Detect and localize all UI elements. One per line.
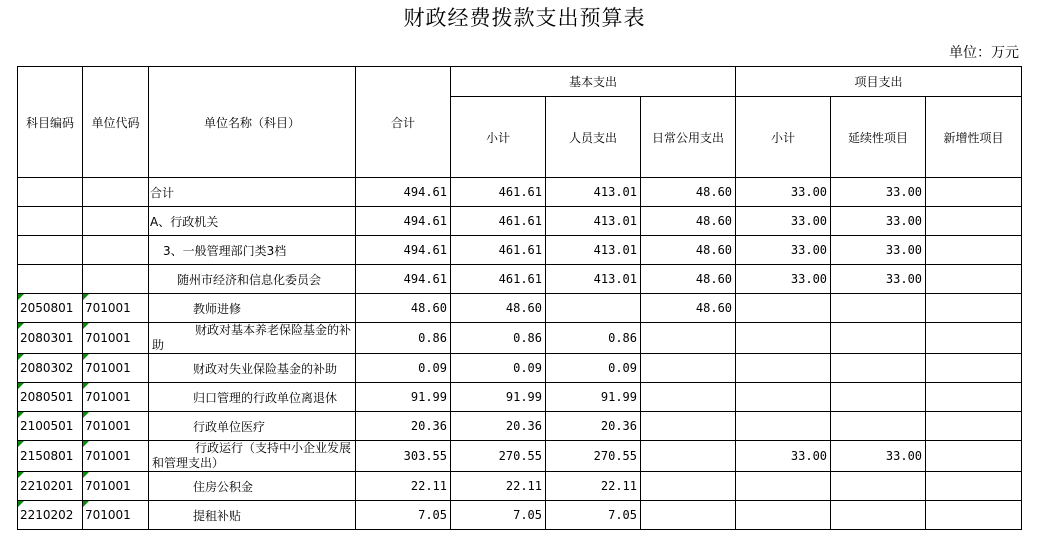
total-cell: 0.86 xyxy=(356,323,451,354)
daily-cell xyxy=(641,441,736,472)
daily-cell: 48.60 xyxy=(641,207,736,236)
unit-code-cell: 701001 xyxy=(83,501,149,530)
header-subject-code: 科目编码 xyxy=(18,67,83,178)
new-items-cell xyxy=(926,178,1022,207)
total-cell: 91.99 xyxy=(356,383,451,412)
new-items-cell xyxy=(926,294,1022,323)
subject-code-cell: 2080501 xyxy=(18,383,83,412)
table-row xyxy=(18,501,1022,530)
basic-subtotal-cell: 20.36 xyxy=(451,412,546,441)
unit-name-cell: 住房公积金 xyxy=(149,472,356,501)
total-cell: 0.09 xyxy=(356,354,451,383)
project-subtotal-cell xyxy=(736,294,831,323)
subject-code-cell xyxy=(18,178,83,207)
continuing-cell: 33.00 xyxy=(831,207,926,236)
unit-code-cell: 701001 xyxy=(83,323,149,354)
header-daily: 日常公用支出 xyxy=(641,97,736,178)
subject-code-cell: 2100501 xyxy=(18,412,83,441)
total-cell: 303.55 xyxy=(356,441,451,472)
unit-name-cell xyxy=(149,323,356,354)
total-cell: 494.61 xyxy=(356,178,451,207)
subject-code-cell xyxy=(18,236,83,265)
personnel-cell: 0.86 xyxy=(546,323,641,354)
table-row xyxy=(18,354,1022,383)
table-row xyxy=(18,236,1022,265)
project-subtotal-cell xyxy=(736,412,831,441)
unit-code-cell: 701001 xyxy=(83,472,149,501)
total-cell: 494.61 xyxy=(356,236,451,265)
project-subtotal-cell: 33.00 xyxy=(736,207,831,236)
continuing-cell xyxy=(831,294,926,323)
new-items-cell xyxy=(926,412,1022,441)
header-unit-code: 单位代码 xyxy=(83,67,149,178)
personnel-cell: 270.55 xyxy=(546,441,641,472)
header-new-items: 新增性项目 xyxy=(926,97,1022,178)
daily-cell xyxy=(641,354,736,383)
header-total: 合计 xyxy=(356,67,451,178)
daily-cell: 48.60 xyxy=(641,265,736,294)
header-project: 项目支出 xyxy=(736,67,1022,97)
daily-cell xyxy=(641,472,736,501)
project-subtotal-cell xyxy=(736,472,831,501)
personnel-cell xyxy=(546,294,641,323)
page-title: 财政经费拨款支出预算表 xyxy=(403,6,646,30)
unit-name-cell: 行政单位医疗 xyxy=(149,412,356,441)
continuing-cell xyxy=(831,323,926,354)
total-cell: 494.61 xyxy=(356,207,451,236)
header-basic: 基本支出 xyxy=(451,67,736,97)
continuing-cell xyxy=(831,383,926,412)
unit-code-cell: 701001 xyxy=(83,294,149,323)
daily-cell xyxy=(641,501,736,530)
unit-code-cell xyxy=(83,178,149,207)
daily-cell: 48.60 xyxy=(641,178,736,207)
table-row xyxy=(18,323,1022,354)
unit-name-cell: 提租补贴 xyxy=(149,501,356,530)
personnel-cell: 413.01 xyxy=(546,207,641,236)
unit-name-cell: 3、一般管理部门类3档 xyxy=(149,236,356,265)
unit-code-cell xyxy=(83,236,149,265)
continuing-cell: 33.00 xyxy=(831,236,926,265)
project-subtotal-cell xyxy=(736,501,831,530)
daily-cell: 48.60 xyxy=(641,236,736,265)
project-subtotal-cell xyxy=(736,323,831,354)
unit-name-cell: A、行政机关 xyxy=(149,207,356,236)
basic-subtotal-cell: 461.61 xyxy=(451,178,546,207)
basic-subtotal-cell: 461.61 xyxy=(451,265,546,294)
unit-code-cell xyxy=(83,207,149,236)
personnel-cell: 413.01 xyxy=(546,265,641,294)
header-project-subtotal: 小计 xyxy=(736,97,831,178)
table-row xyxy=(18,265,1022,294)
unit-name-cell: 随州市经济和信息化委员会 xyxy=(149,265,356,294)
subject-code-cell: 2080301 xyxy=(18,323,83,354)
total-cell: 48.60 xyxy=(356,294,451,323)
subject-code-cell: 2210201 xyxy=(18,472,83,501)
project-subtotal-cell: 33.00 xyxy=(736,236,831,265)
total-cell: 20.36 xyxy=(356,412,451,441)
new-items-cell xyxy=(926,265,1022,294)
project-subtotal-cell xyxy=(736,354,831,383)
new-items-cell xyxy=(926,207,1022,236)
basic-subtotal-cell: 48.60 xyxy=(451,294,546,323)
new-items-cell xyxy=(926,501,1022,530)
subject-code-cell xyxy=(18,207,83,236)
project-subtotal-cell: 33.00 xyxy=(736,178,831,207)
table-row xyxy=(18,294,1022,323)
subject-code-cell: 2210202 xyxy=(18,501,83,530)
subject-code-cell: 2150801 xyxy=(18,441,83,472)
unit-name-text: 行政运行（支持中小企业发展和管理支出） xyxy=(152,441,352,470)
table-row xyxy=(18,207,1022,236)
total-cell: 494.61 xyxy=(356,265,451,294)
new-items-cell xyxy=(926,441,1022,472)
header-unit-name: 单位名称（科目） xyxy=(149,67,356,178)
unit-name-text: 财政对基本养老保险基金的补助 xyxy=(152,323,352,352)
table-row xyxy=(18,441,1022,472)
continuing-cell: 33.00 xyxy=(831,441,926,472)
header-basic-subtotal: 小计 xyxy=(451,97,546,178)
new-items-cell xyxy=(926,472,1022,501)
project-subtotal-cell: 33.00 xyxy=(736,441,831,472)
new-items-cell xyxy=(926,323,1022,354)
new-items-cell xyxy=(926,354,1022,383)
table-row xyxy=(18,412,1022,441)
daily-cell: 48.60 xyxy=(641,294,736,323)
unit-name-cell: 财政对失业保险基金的补助 xyxy=(149,354,356,383)
table-row xyxy=(18,178,1022,207)
new-items-cell xyxy=(926,236,1022,265)
subject-code-cell: 2080302 xyxy=(18,354,83,383)
personnel-cell: 22.11 xyxy=(546,472,641,501)
daily-cell xyxy=(641,412,736,441)
subject-code-cell xyxy=(18,265,83,294)
table-row xyxy=(18,472,1022,501)
unit-name-cell: 教师进修 xyxy=(149,294,356,323)
unit-name-cell xyxy=(149,441,356,472)
unit-code-cell: 701001 xyxy=(83,441,149,472)
continuing-cell xyxy=(831,412,926,441)
unit-label: 单位：万元 xyxy=(949,45,1019,61)
subject-code-cell: 2050801 xyxy=(18,294,83,323)
continuing-cell: 33.00 xyxy=(831,265,926,294)
personnel-cell: 0.09 xyxy=(546,354,641,383)
basic-subtotal-cell: 270.55 xyxy=(451,441,546,472)
unit-code-cell xyxy=(83,265,149,294)
basic-subtotal-cell: 0.09 xyxy=(451,354,546,383)
personnel-cell: 91.99 xyxy=(546,383,641,412)
project-subtotal-cell: 33.00 xyxy=(736,265,831,294)
budget-table xyxy=(17,66,1022,530)
header-continuing: 延续性项目 xyxy=(831,97,926,178)
basic-subtotal-cell: 22.11 xyxy=(451,472,546,501)
unit-name-cell: 合计 xyxy=(149,178,356,207)
unit-code-cell: 701001 xyxy=(83,412,149,441)
basic-subtotal-cell: 0.86 xyxy=(451,323,546,354)
basic-subtotal-cell: 7.05 xyxy=(451,501,546,530)
basic-subtotal-cell: 461.61 xyxy=(451,207,546,236)
personnel-cell: 20.36 xyxy=(546,412,641,441)
continuing-cell xyxy=(831,472,926,501)
personnel-cell: 7.05 xyxy=(546,501,641,530)
basic-subtotal-cell: 461.61 xyxy=(451,236,546,265)
unit-code-cell: 701001 xyxy=(83,383,149,412)
table-row xyxy=(18,383,1022,412)
total-cell: 7.05 xyxy=(356,501,451,530)
daily-cell xyxy=(641,323,736,354)
continuing-cell xyxy=(831,354,926,383)
header-personnel: 人员支出 xyxy=(546,97,641,178)
new-items-cell xyxy=(926,383,1022,412)
total-cell: 22.11 xyxy=(356,472,451,501)
project-subtotal-cell xyxy=(736,383,831,412)
daily-cell xyxy=(641,383,736,412)
unit-code-cell: 701001 xyxy=(83,354,149,383)
personnel-cell: 413.01 xyxy=(546,236,641,265)
unit-name-cell: 归口管理的行政单位离退休 xyxy=(149,383,356,412)
personnel-cell: 413.01 xyxy=(546,178,641,207)
continuing-cell xyxy=(831,501,926,530)
continuing-cell: 33.00 xyxy=(831,178,926,207)
basic-subtotal-cell: 91.99 xyxy=(451,383,546,412)
